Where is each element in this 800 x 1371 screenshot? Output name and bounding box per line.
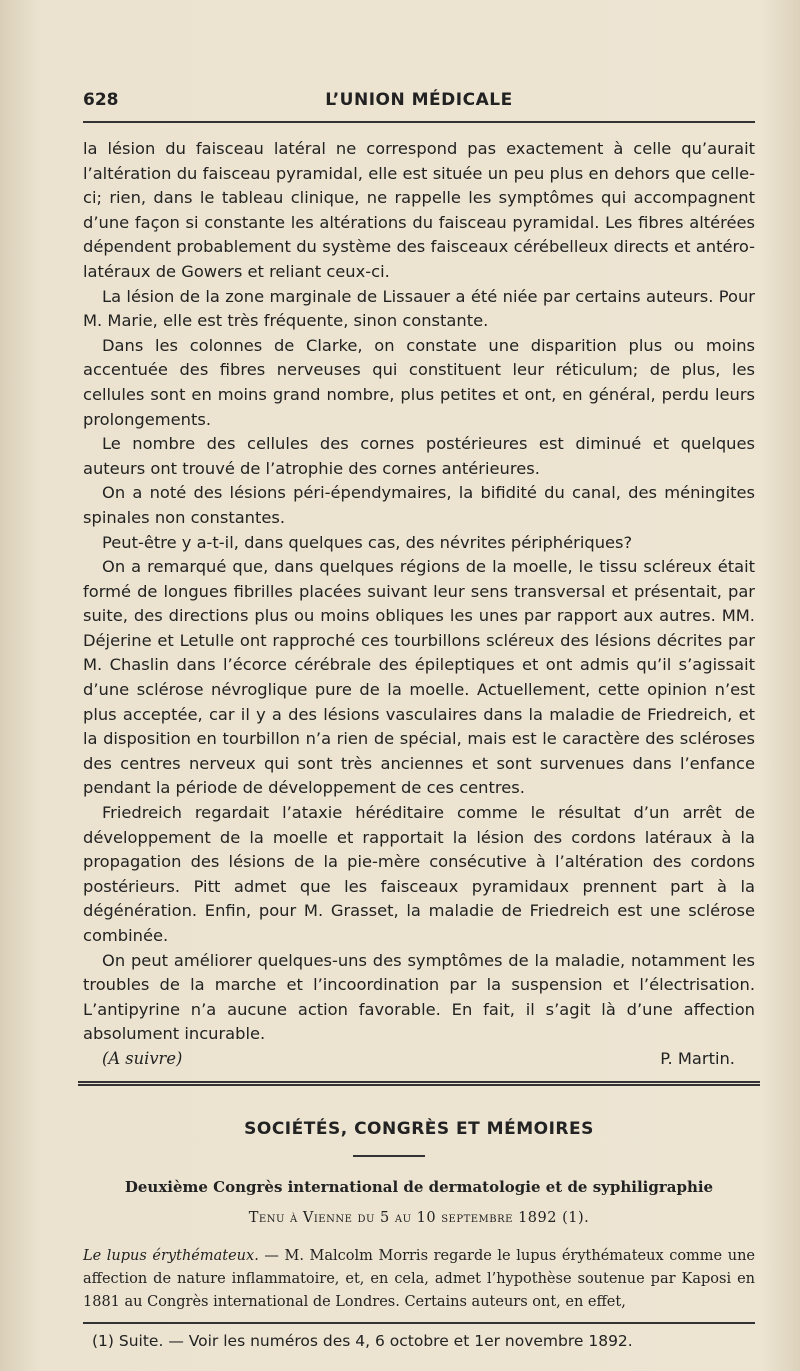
footnote: (1) Suite. — Voir les numéros des 4, 6 octobre et 1er novembre 1892. — [92, 1332, 633, 1350]
lead-text: — M. Malcolm Morris regarde le lupus érythémateux comme une affection de nature inflammatoire, et, en cela, admet l’hypothèse soutenue par Kaposi en 1881 au Congrès international de Londres. Certains auteurs ont, en effet, — [83, 1248, 755, 1310]
paragraph: On a remarqué que, dans quelques régions de la moelle, le tissu scléreux était formé de longues fibrilles placées suivant leur sens transversal et présentait, par suite, des directions plus ou moins obliques les unes par rapport aux autres. MM. Déjerine et Letulle ont rapproché ces tourbillons scléreux des lésions décrites par M. Chaslin dans l’écorce cérébrale des épileptiques et ont admis qu’il s’agissait d’une sclérose névroglique pure de la moelle. Actuellement, cette opinion n’est plus acceptée, car il y a des lésions vasculaires dans la maladie de Friedreich, et la disposition en tourbillon n’a rien de spécial, mais est le caractère des scléroses des centres nerveux qui sont très anciennes et sont survenues dans l’enfance pendant la période de développement de ces centres. — [83, 557, 755, 798]
article-body — [83, 137, 755, 1072]
article-signature — [83, 1047, 755, 1072]
paragraph: la lésion du faisceau latéral ne correspond pas exactement à celle qu’aurait l’altération du faisceau pyramidal, elle est située un peu plus en dehors que celle-ci; rien, dans le tableau clinique, ne rappelle les symptômes qui accompagnent d’une façon si constante les altérations du faisceau pyramidal. Les fibres altérées dépendent probablement du système des faisceaux cérébelleux directs et antéro-latéraux de Gowers et reliant ceux-ci. — [83, 139, 755, 281]
section-title: SOCIÉTÉS, CONGRÈS ET MÉMOIRES — [244, 1119, 594, 1139]
footnote-rule — [83, 1322, 755, 1324]
author-name: P. Martin. — [660, 1048, 735, 1068]
congress-title: Deuxième Congrès international de dermatologie et de syphiligraphie — [124, 1178, 714, 1196]
section-title-rule — [353, 1155, 425, 1157]
paragraph: Peut-être y a-t-il, dans quelques cas, des névrites périphériques? — [102, 532, 633, 552]
congress-report — [83, 1245, 755, 1314]
paragraph: Friedreich regardait l’ataxie héréditaire comme le résultat d’un arrêt de développement de la moelle et rapportait la lésion des cordons latéraux à la propagation des lésions de la pie-mère consécutive à l’altération des cordons postérieurs. Pitt admet que les faisceaux pyramidaux prennent part à la dégénération. Enfin, pour M. Grasset, la maladie de Friedreich est une sclérose combinée. — [83, 803, 755, 945]
paragraph: On peut améliorer quelques-uns des symptômes de la maladie, notamment les troubles de la marche et l’incoordination par la suspension et l’électrisation. L’antipyrine n’a aucune action favorable. En fait, il s’agit là d’une affection absolument incurable. — [83, 950, 755, 1044]
header-rule — [83, 121, 755, 123]
paragraph: Dans les colonnes de Clarke, on constate une disparition plus ou moins accentuée des fibres nerveuses qui constituent leur réticulum; de plus, les cellules sont en moins grand nombre, plus petites et ont, en général, perdu leurs prolongements. — [83, 335, 755, 429]
paragraph: Le nombre des cellules des cornes postérieures est diminué et quelques auteurs ont trouvé de l’atrophie des cornes antérieures. — [83, 434, 755, 478]
lead-topic: Le lupus érythémateux. — [83, 1248, 259, 1264]
section-divider — [78, 1081, 760, 1086]
to-follow-note: (A suivre) — [102, 1048, 183, 1068]
page-header — [83, 90, 755, 114]
paragraph: La lésion de la zone marginale de Lissauer a été niée par certains auteurs. Pour M. Marie, elle est très fréquente, sinon constante. — [83, 286, 755, 331]
page-number: 628 — [83, 90, 119, 110]
running-title: L’UNION MÉDICALE — [325, 90, 513, 110]
congress-subtitle: Tenu à Vienne du 5 au 10 septembre 1892 (1). — [248, 1210, 590, 1226]
paragraph: On a noté des lésions péri-épendymaires, la bifidité du canal, des méningites spinales non constantes. — [83, 483, 755, 527]
